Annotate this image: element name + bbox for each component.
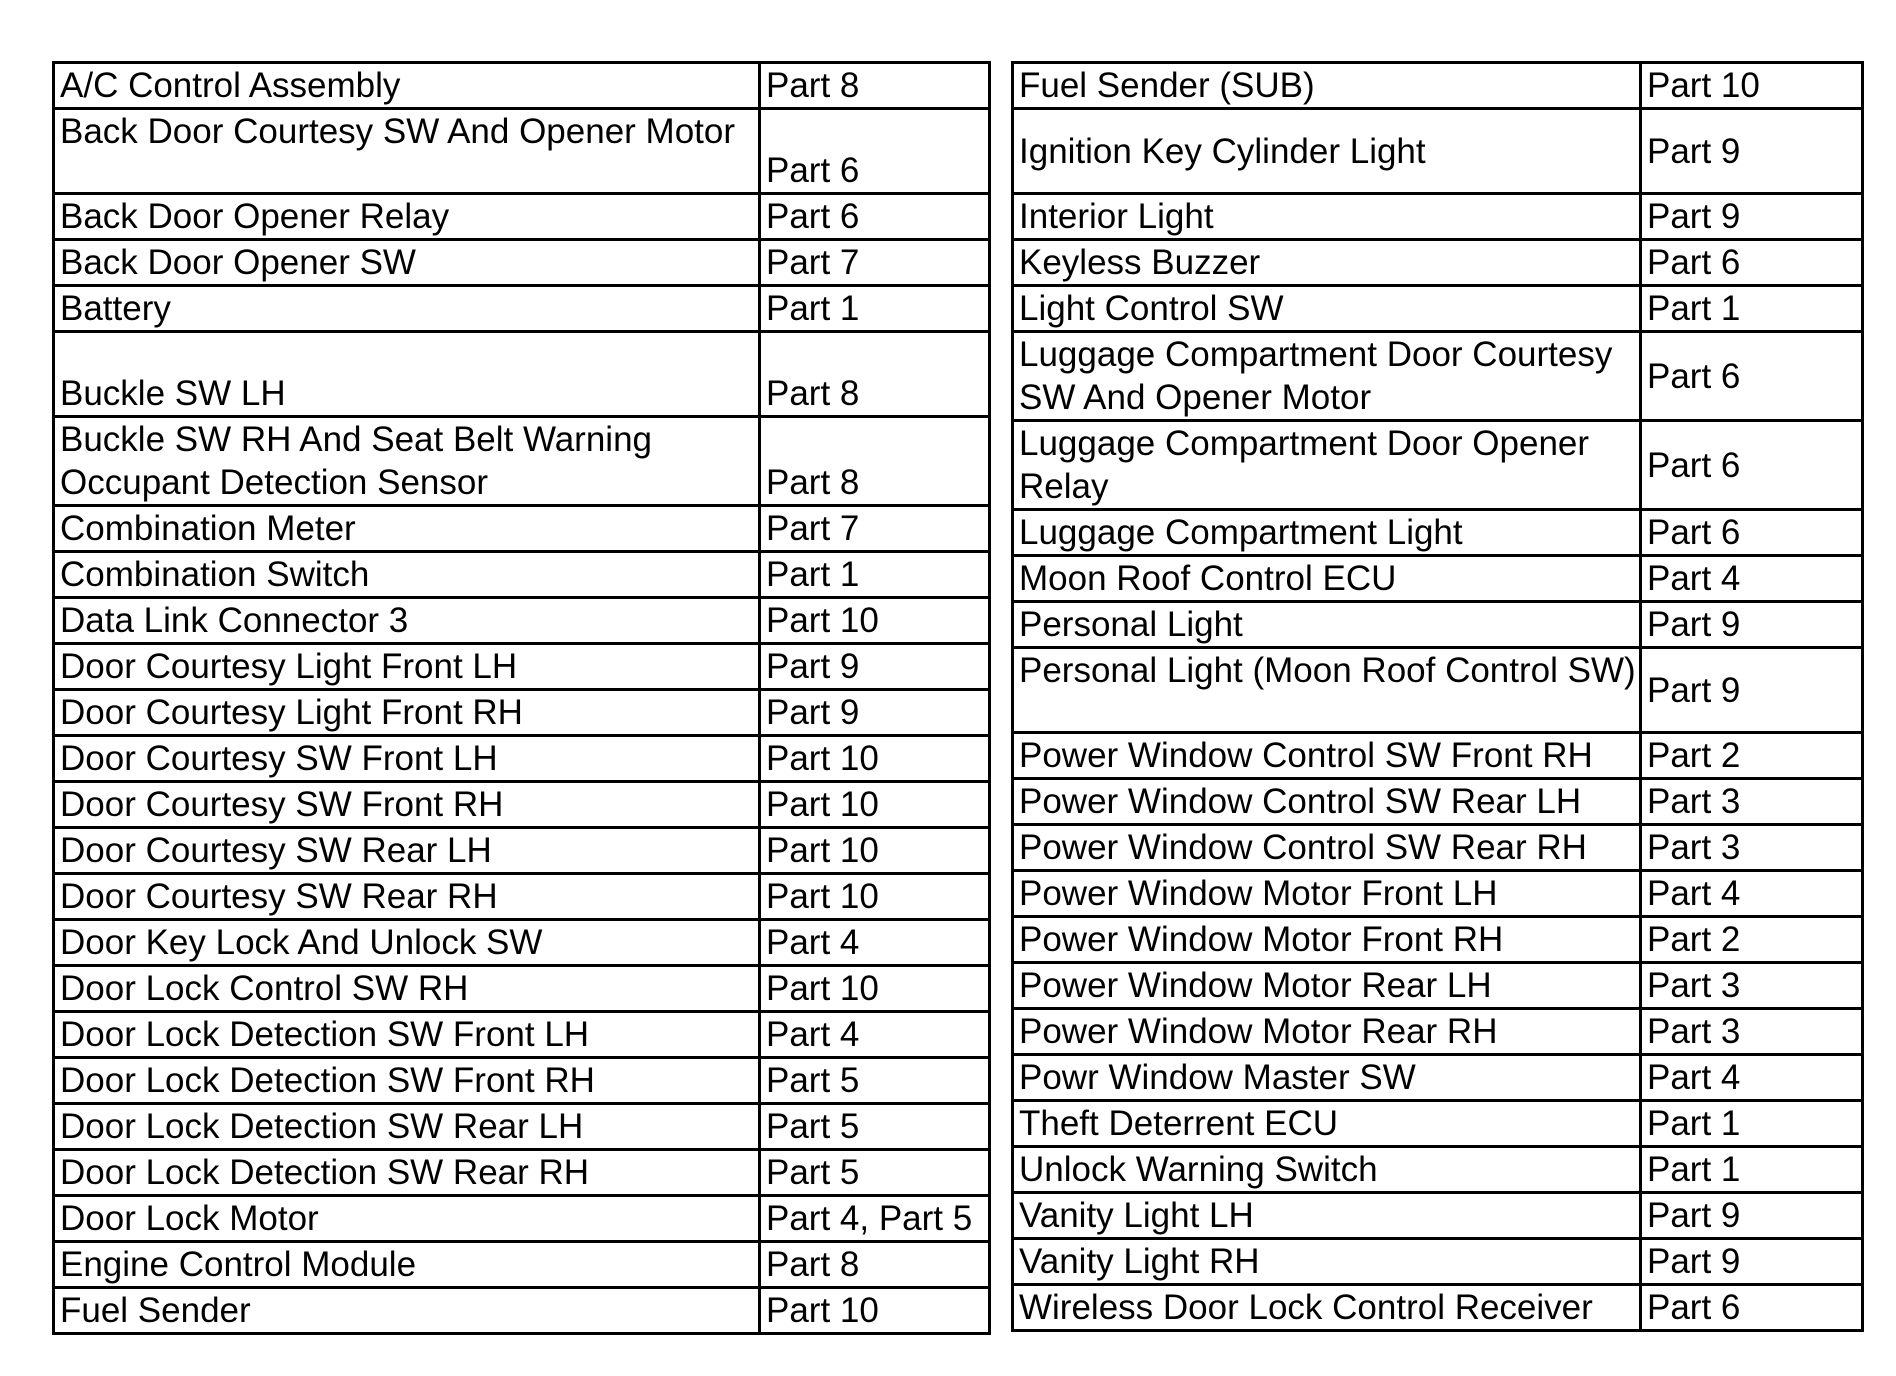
- component-name: Back Door Opener SW: [54, 240, 760, 286]
- component-name: Buckle SW LH: [54, 332, 760, 417]
- part-ref: Part 2: [1641, 917, 1863, 963]
- part-ref: Part 9: [1641, 648, 1863, 733]
- part-ref: Part 8: [760, 417, 990, 506]
- component-name: Combination Switch: [54, 552, 760, 598]
- part-ref: Part 10: [760, 598, 990, 644]
- table-row: [54, 240, 990, 286]
- table-row: [1013, 1055, 1863, 1101]
- part-ref: Part 4: [1641, 1055, 1863, 1101]
- table-row: [54, 782, 990, 828]
- table-row: [1013, 917, 1863, 963]
- part-ref: Part 4, Part 5: [760, 1196, 990, 1242]
- table-row: [54, 828, 990, 874]
- part-ref: Part 3: [1641, 1009, 1863, 1055]
- table-row: [54, 644, 990, 690]
- part-ref: Part 1: [760, 552, 990, 598]
- part-ref: Part 9: [1641, 1193, 1863, 1239]
- component-name: Door Lock Detection SW Front LH: [54, 1012, 760, 1058]
- component-name: Battery: [54, 286, 760, 332]
- part-ref: Part 1: [1641, 1101, 1863, 1147]
- table-row: [54, 1058, 990, 1104]
- table-row: [54, 920, 990, 966]
- part-ref: Part 6: [1641, 1285, 1863, 1331]
- table-row: [1013, 871, 1863, 917]
- part-ref: Part 6: [1641, 421, 1863, 510]
- component-name: Ignition Key Cylinder Light: [1013, 109, 1641, 194]
- component-index-table-left: [52, 61, 991, 1335]
- part-ref: Part 7: [760, 240, 990, 286]
- component-name: Buckle SW RH And Seat Belt Warning Occupant Detection Sensor: [54, 417, 760, 506]
- table-row: [1013, 332, 1863, 421]
- component-name: Powr Window Master SW: [1013, 1055, 1641, 1101]
- table-row: [1013, 602, 1863, 648]
- table-row: [54, 1012, 990, 1058]
- table-row: [1013, 1239, 1863, 1285]
- part-ref: Part 6: [760, 109, 990, 194]
- part-ref: Part 3: [1641, 825, 1863, 871]
- component-name: Power Window Control SW Rear RH: [1013, 825, 1641, 871]
- component-name: Luggage Compartment Light: [1013, 510, 1641, 556]
- part-ref: Part 9: [1641, 1239, 1863, 1285]
- part-ref: Part 6: [1641, 510, 1863, 556]
- part-ref: Part 6: [1641, 240, 1863, 286]
- table-row: [1013, 556, 1863, 602]
- table-row: [54, 1242, 990, 1288]
- table-row: [54, 966, 990, 1012]
- table-row: [54, 1104, 990, 1150]
- component-name: Power Window Motor Front RH: [1013, 917, 1641, 963]
- component-name: Combination Meter: [54, 506, 760, 552]
- part-ref: Part 9: [1641, 602, 1863, 648]
- part-ref: Part 10: [760, 828, 990, 874]
- table-row: [54, 736, 990, 782]
- table-row: [54, 1150, 990, 1196]
- component-name: Power Window Control SW Front RH: [1013, 733, 1641, 779]
- component-name: Fuel Sender (SUB): [1013, 63, 1641, 109]
- table-row: [54, 194, 990, 240]
- component-name: Door Courtesy Light Front RH: [54, 690, 760, 736]
- part-ref: Part 9: [760, 690, 990, 736]
- component-name: Theft Deterrent ECU: [1013, 1101, 1641, 1147]
- component-name: Door Courtesy SW Front RH: [54, 782, 760, 828]
- part-ref: Part 5: [760, 1058, 990, 1104]
- component-index-table-right: [1011, 61, 1864, 1332]
- part-ref: Part 8: [760, 1242, 990, 1288]
- component-name: Interior Light: [1013, 194, 1641, 240]
- part-ref: Part 4: [760, 1012, 990, 1058]
- component-name: Power Window Motor Front LH: [1013, 871, 1641, 917]
- part-ref: Part 10: [760, 736, 990, 782]
- part-ref: Part 9: [1641, 194, 1863, 240]
- part-ref: Part 1: [1641, 1147, 1863, 1193]
- component-name: Light Control SW: [1013, 286, 1641, 332]
- table-row: [54, 417, 990, 506]
- component-name: Power Window Motor Rear LH: [1013, 963, 1641, 1009]
- part-ref: Part 10: [760, 1288, 990, 1334]
- table-row: [1013, 1009, 1863, 1055]
- table-row: [1013, 733, 1863, 779]
- component-name: Vanity Light RH: [1013, 1239, 1641, 1285]
- part-ref: Part 3: [1641, 963, 1863, 1009]
- part-ref: Part 10: [760, 782, 990, 828]
- part-ref: Part 4: [1641, 556, 1863, 602]
- component-name: Door Courtesy Light Front LH: [54, 644, 760, 690]
- table-row: [1013, 421, 1863, 510]
- part-ref: Part 9: [1641, 109, 1863, 194]
- table-row: [54, 332, 990, 417]
- component-name: Keyless Buzzer: [1013, 240, 1641, 286]
- component-name: Door Lock Detection SW Rear LH: [54, 1104, 760, 1150]
- component-name: Door Lock Detection SW Rear RH: [54, 1150, 760, 1196]
- table-row: [1013, 286, 1863, 332]
- part-ref: Part 8: [760, 332, 990, 417]
- part-ref: Part 2: [1641, 733, 1863, 779]
- table-row: [54, 63, 990, 109]
- component-name: Fuel Sender: [54, 1288, 760, 1334]
- component-name: Engine Control Module: [54, 1242, 760, 1288]
- table-row: [54, 598, 990, 644]
- component-name: Door Lock Motor: [54, 1196, 760, 1242]
- table-row: [54, 552, 990, 598]
- table-row: [1013, 194, 1863, 240]
- table-row: [54, 109, 990, 194]
- component-name: Door Lock Control SW RH: [54, 966, 760, 1012]
- table-row: [1013, 1101, 1863, 1147]
- component-name: Power Window Control SW Rear LH: [1013, 779, 1641, 825]
- table-row: [54, 1196, 990, 1242]
- part-ref: Part 1: [1641, 286, 1863, 332]
- component-name: Data Link Connector 3: [54, 598, 760, 644]
- table-row: [54, 286, 990, 332]
- table-row: [1013, 779, 1863, 825]
- part-ref: Part 4: [1641, 871, 1863, 917]
- table-row: [1013, 1285, 1863, 1331]
- table-row: [1013, 825, 1863, 871]
- component-name: Personal Light: [1013, 602, 1641, 648]
- part-ref: Part 9: [760, 644, 990, 690]
- part-ref: Part 5: [760, 1150, 990, 1196]
- component-name: Door Lock Detection SW Front RH: [54, 1058, 760, 1104]
- table-row: [1013, 963, 1863, 1009]
- component-name: Luggage Compartment Door Opener Relay: [1013, 421, 1641, 510]
- table-row: [1013, 63, 1863, 109]
- table-row: [1013, 1193, 1863, 1239]
- component-name: Vanity Light LH: [1013, 1193, 1641, 1239]
- component-name: Luggage Compartment Door Courtesy SW And Opener Motor: [1013, 332, 1641, 421]
- component-name: Personal Light (Moon Roof Control SW): [1013, 648, 1641, 733]
- component-name: Door Courtesy SW Rear LH: [54, 828, 760, 874]
- component-name: Moon Roof Control ECU: [1013, 556, 1641, 602]
- component-name: Door Key Lock And Unlock SW: [54, 920, 760, 966]
- part-ref: Part 6: [760, 194, 990, 240]
- table-row: [1013, 240, 1863, 286]
- part-ref: Part 10: [760, 874, 990, 920]
- table-row: [1013, 109, 1863, 194]
- part-ref: Part 3: [1641, 779, 1863, 825]
- table-row: [1013, 510, 1863, 556]
- table-row: [54, 874, 990, 920]
- component-name: Back Door Courtesy SW And Opener Motor: [54, 109, 760, 194]
- component-name: Back Door Opener Relay: [54, 194, 760, 240]
- component-name: A/C Control Assembly: [54, 63, 760, 109]
- table-row: [1013, 1147, 1863, 1193]
- part-ref: Part 5: [760, 1104, 990, 1150]
- part-ref: Part 10: [760, 966, 990, 1012]
- component-name: Door Courtesy SW Rear RH: [54, 874, 760, 920]
- component-name: Wireless Door Lock Control Receiver: [1013, 1285, 1641, 1331]
- table-row: [54, 1288, 990, 1334]
- table-row: [54, 506, 990, 552]
- part-ref: Part 4: [760, 920, 990, 966]
- component-name: Power Window Motor Rear RH: [1013, 1009, 1641, 1055]
- part-ref: Part 7: [760, 506, 990, 552]
- part-ref: Part 8: [760, 63, 990, 109]
- part-ref: Part 1: [760, 286, 990, 332]
- part-ref: Part 10: [1641, 63, 1863, 109]
- part-ref: Part 6: [1641, 332, 1863, 421]
- table-row: [54, 690, 990, 736]
- component-name: Door Courtesy SW Front LH: [54, 736, 760, 782]
- component-name: Unlock Warning Switch: [1013, 1147, 1641, 1193]
- table-row: [1013, 648, 1863, 733]
